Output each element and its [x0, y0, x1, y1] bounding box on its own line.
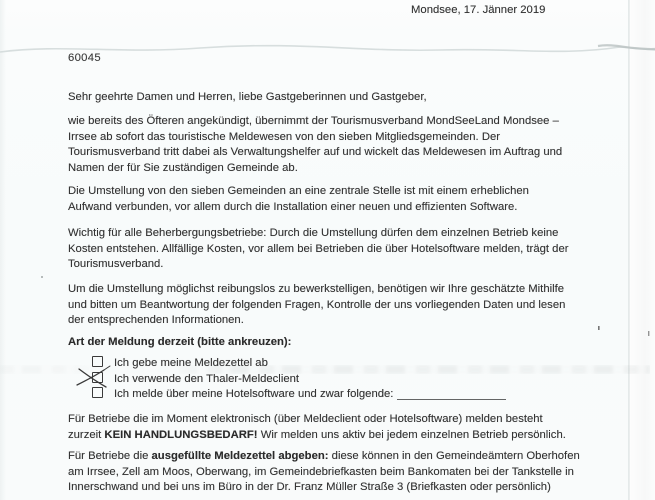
text-line: am Irrsee, Zell am Moos, Oberwang, im Gemeindebriefkasten beim Bankomaten bei der Tankstelle in [68, 465, 574, 478]
scan-left-shading [0, 0, 6, 500]
checkbox-label: Ich gebe meine Meldezettel ab [114, 357, 268, 369]
text-line: Tourismusverband. [68, 258, 164, 270]
reference-number: 60045 [68, 52, 101, 64]
checkbox-option-hotelsoftware [92, 387, 393, 403]
paragraph-mithilfe [68, 282, 565, 329]
text-line: Die Umstellung von den sieben Gemeinden an eine zentrale Stelle ist mit einem erheblichen [68, 185, 529, 197]
text-line: Für Betriebe die im Moment elektronisch (über Meldeclient oder Hotelsoftware) melden besteht [68, 413, 543, 425]
paragraph-wichtig [68, 226, 569, 273]
form-heading: Art der Meldung derzeit (bitte ankreuzen): [68, 336, 292, 348]
greeting-line [68, 90, 427, 106]
text-line: Um die Umstellung möglichst reibungslos zu bewerkstelligen, benötigen wir Ihre geschätzte Mithilfe [68, 283, 565, 295]
text-line: und bitten um Beantwortung der folgenden Fragen, Kontrolle der uns vorliegenden Daten und lesen [68, 298, 566, 311]
text-line: Kosten entstehen. Allfällige Kosten, vor allem bei Betrieben die über Hotelsoftware melden, trägt der [68, 242, 569, 255]
paragraph-meldezettel-abgabe [68, 449, 580, 496]
scan-right-margin [630, 0, 655, 500]
text-line: Sehr geehrte Damen und Herren, liebe Gastgeberinnen und Gastgeber, [68, 91, 427, 103]
checkbox-label: Ich melde über meine Hotelsoftware und zwar folgende: [114, 388, 394, 400]
text-line: der entsprechenden Informationen. [68, 314, 244, 326]
paragraph-kein-handlungsbedarf [68, 412, 566, 443]
text-line: Innerschwand und bei uns im Büro in der Dr. Franz Müller Straße 3 (Briefkasten oder persönlich) [68, 481, 551, 493]
checkbox-icon [92, 387, 103, 398]
checkbox-label: Ich verwende den Thaler-Meldeclient [114, 372, 300, 385]
text-line: Namen der für Sie zuständigen Gemeinde ab. [68, 161, 298, 174]
fill-in-blank-line [397, 399, 506, 400]
page-fold-edge [628, 0, 630, 500]
text-line: Tourismusverband tritt dabei als Verwaltungshelfer auf und wickelt das Meldewesen im Auftrag und [68, 146, 563, 158]
text-line: zurzeit KEIN HANDLUNGSBEDARF! Wir melden uns aktiv bei jedem einzelnen Betrieb persönlich. [68, 428, 566, 441]
bleedthrough-smudge [0, 365, 650, 374]
text-line: Aufwand verbunden, vor allem durch die Installation einer neuen und effizienten Software. [68, 200, 518, 213]
scan-speck [41, 276, 43, 278]
text-line: Wichtig für alle Beherbergungsbetriebe: Durch die Umstellung dürfen dem einzelnen Betrieb keine [68, 227, 559, 239]
scan-speck [598, 326, 600, 330]
text-line: Irrsee ab sofort das touristische Meldewesen von den sieben Mitgliedsgemeinden. Der [68, 130, 501, 143]
paragraph-announcement [68, 114, 562, 176]
letter-date: Mondsee, 17. Jänner 2019 [411, 4, 546, 16]
text-line: Für Betriebe die ausgefüllte Meldezettel abgeben: diese können in den Gemeindeämtern Oberhofen [68, 450, 580, 462]
paragraph-umstellung [68, 184, 529, 215]
text-line: wie bereits des Öfteren angekündigt, übernimmt der Tourismusverband MondSeeLand Mondsee – [68, 115, 559, 127]
